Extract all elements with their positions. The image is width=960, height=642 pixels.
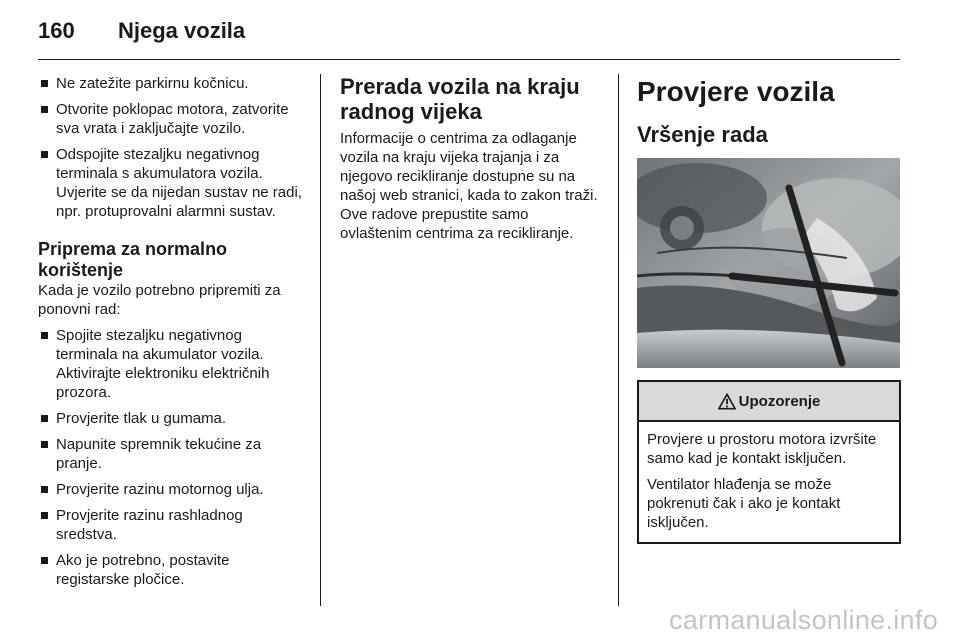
watermark: carmanualsonline.info bbox=[669, 605, 938, 635]
bullet-square-icon bbox=[41, 151, 48, 158]
warning-body bbox=[639, 422, 899, 542]
column-middle bbox=[340, 74, 602, 243]
end-of-life-body: Informacije o centrima za odlaganje vozila na kraju vijeka trajanja i za njegovo recikliranje dostupne su na našoj web stranici, kada to zakon traži. Ove radove prepustite samo ovlaštenim centrima za recikliranje. bbox=[340, 130, 598, 242]
page-number: 160 bbox=[38, 18, 75, 43]
header-rule bbox=[38, 59, 900, 60]
bullet-square-icon bbox=[41, 512, 48, 519]
list-item: Odspojite stezaljku negativnog terminala s akumulatora vozila. Uvjerite se da nijedan sustav ne radi, npr. protuprovalni alarmni sustav. bbox=[38, 145, 304, 221]
column-divider-2 bbox=[618, 74, 619, 606]
engine-bay-image bbox=[637, 158, 900, 368]
bullet-square-icon bbox=[41, 415, 48, 422]
warning-paragraph: Ventilator hlađenja se može pokrenuti čak i ako je kontakt isključen. bbox=[647, 476, 841, 531]
warning-box bbox=[637, 380, 901, 544]
warning-triangle-icon bbox=[718, 393, 736, 410]
bullet-square-icon bbox=[41, 557, 48, 564]
column-divider-1 bbox=[320, 74, 321, 606]
list-item: Ne zatežite parkirnu kočnicu. bbox=[38, 74, 304, 93]
engine-bay-photo bbox=[637, 158, 900, 368]
bullet-square-icon bbox=[41, 106, 48, 113]
list-item: Otvorite poklopac motora, zatvorite sva vrata i zaključajte vozilo. bbox=[38, 100, 304, 138]
section-title-performing-work: Vršenje rada bbox=[637, 122, 768, 147]
section-intro: Kada je vozilo potrebno pripremiti za ponovni rad: bbox=[38, 282, 281, 318]
list-item: Ako je potrebno, postavite registarske pločice. bbox=[38, 551, 304, 589]
recommissioning-bullet-list bbox=[38, 326, 304, 589]
bullet-square-icon bbox=[41, 332, 48, 339]
bullet-square-icon bbox=[41, 441, 48, 448]
list-item: Spojite stezaljku negativnog terminala na akumulator vozila. Aktivirajte elektroniku električnih prozora. bbox=[38, 326, 304, 402]
column-left bbox=[38, 74, 304, 596]
section-title-end-of-life: Prerada vozila na kraju radnog vijeka bbox=[340, 74, 580, 124]
list-item: Provjerite razinu rashladnog sredstva. bbox=[38, 506, 304, 544]
warning-header bbox=[639, 382, 899, 422]
section-title-recommissioning: Priprema za normalno korištenje bbox=[38, 239, 228, 280]
warning-heading: Upozorenje bbox=[738, 392, 821, 410]
page-header bbox=[38, 18, 245, 48]
chapter-title: Provjere vozila bbox=[637, 76, 835, 107]
column-right bbox=[637, 74, 901, 544]
list-item: Provjerite tlak u gumama. bbox=[38, 409, 304, 428]
list-item: Napunite spremnik tekućine za pranje. bbox=[38, 435, 304, 473]
bullet-square-icon bbox=[41, 80, 48, 87]
page-title: Njega vozila bbox=[118, 18, 246, 43]
warning-paragraph: Provjere u prostoru motora izvršite samo kad je kontakt isključen. bbox=[647, 431, 877, 467]
storage-bullet-list bbox=[38, 74, 304, 221]
bullet-square-icon bbox=[41, 486, 48, 493]
list-item: Provjerite razinu motornog ulja. bbox=[38, 480, 304, 499]
